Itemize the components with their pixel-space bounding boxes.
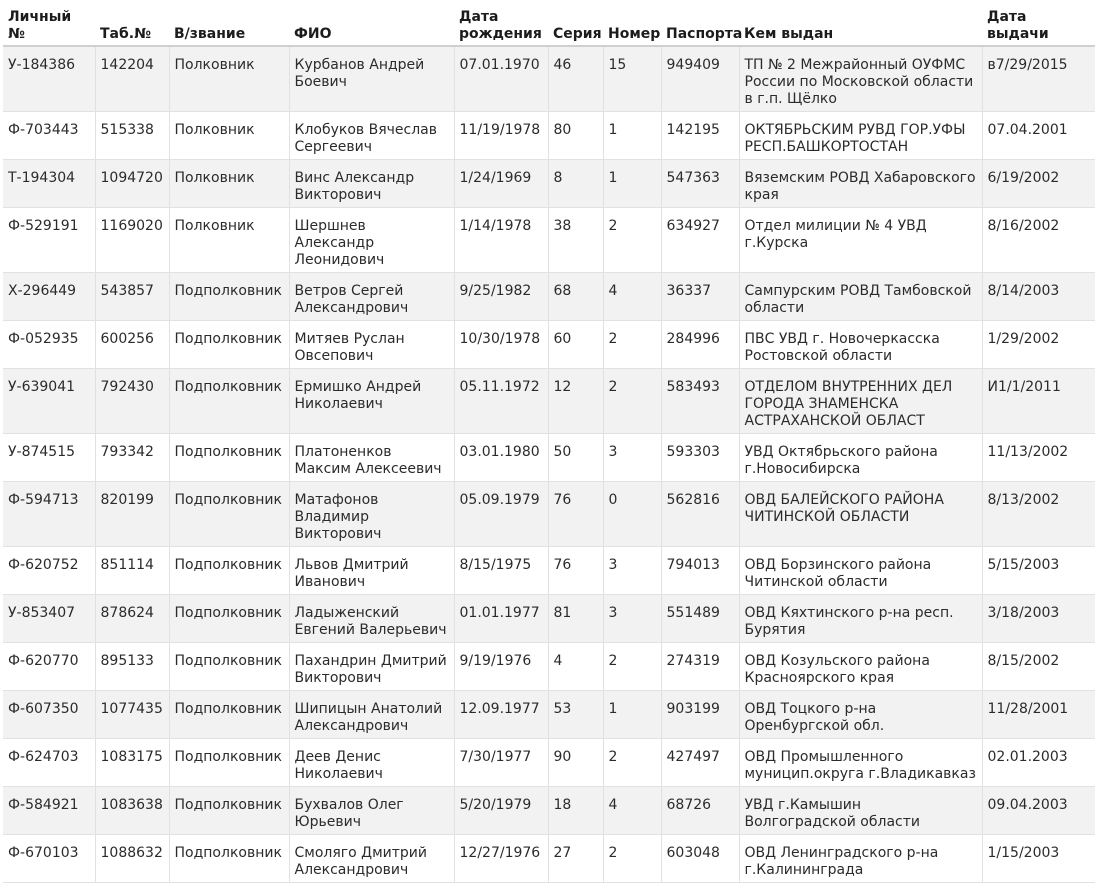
cell-issue-date: 1/15/2003 xyxy=(982,835,1095,883)
cell-full-name: Платоненков Максим Алексеевич xyxy=(289,434,454,482)
cell-birth-date: 8/15/1975 xyxy=(454,547,548,595)
cell-personal-number: Ф-607350 xyxy=(3,691,95,739)
cell-rank: Полковник xyxy=(169,46,289,112)
cell-rank: Подполковник xyxy=(169,739,289,787)
table-row xyxy=(3,112,1095,160)
cell-birth-date: 11/19/1978 xyxy=(454,112,548,160)
cell-issued-by: ОКТЯБРЬСКИМ РУВД ГОР.УФЫ РЕСП.БАШКОРТОСТАН xyxy=(739,112,982,160)
cell-issued-by: ОВД Тоцкого р-на Оренбургской обл. xyxy=(739,691,982,739)
cell-birth-date: 7/30/1977 xyxy=(454,739,548,787)
table-row xyxy=(3,321,1095,369)
cell-full-name: Клобуков Вячеслав Сергеевич xyxy=(289,112,454,160)
cell-passport: 583493 xyxy=(661,369,739,434)
cell-tab-number: 895133 xyxy=(95,643,169,691)
cell-tab-number: 1077435 xyxy=(95,691,169,739)
cell-rank: Подполковник xyxy=(169,321,289,369)
cell-birth-date: 1/24/1969 xyxy=(454,160,548,208)
cell-issue-date: 6/19/2002 xyxy=(982,160,1095,208)
table-row xyxy=(3,691,1095,739)
cell-birth-date: 5/20/1979 xyxy=(454,787,548,835)
cell-passport: 562816 xyxy=(661,482,739,547)
cell-passport: 68726 xyxy=(661,787,739,835)
cell-birth-date: 12.09.1977 xyxy=(454,691,548,739)
cell-personal-number: Ф-703443 xyxy=(3,112,95,160)
cell-issued-by: Сампурским РОВД Тамбовской области xyxy=(739,273,982,321)
column-header-rank: В/звание xyxy=(169,0,289,46)
cell-issue-date: 09.04.2003 xyxy=(982,787,1095,835)
cell-rank: Подполковник xyxy=(169,369,289,434)
cell-personal-number: У-874515 xyxy=(3,434,95,482)
cell-passport: 949409 xyxy=(661,46,739,112)
column-header-birth-date: Дата рождения xyxy=(454,0,548,46)
cell-rank: Подполковник xyxy=(169,643,289,691)
cell-issued-by: УВД Октябрьского района г.Новосибирска xyxy=(739,434,982,482)
table-row xyxy=(3,434,1095,482)
cell-passport-series: 53 xyxy=(548,691,603,739)
table-row xyxy=(3,739,1095,787)
cell-birth-date: 1/14/1978 xyxy=(454,208,548,273)
cell-tab-number: 1088632 xyxy=(95,835,169,883)
cell-issue-date: 07.04.2001 xyxy=(982,112,1095,160)
cell-issue-date: 8/14/2003 xyxy=(982,273,1095,321)
header-row xyxy=(3,0,1095,46)
cell-issued-by: ОВД Козульского района Красноярского края xyxy=(739,643,982,691)
cell-tab-number: 600256 xyxy=(95,321,169,369)
cell-tab-number: 1083175 xyxy=(95,739,169,787)
table-body xyxy=(3,46,1095,883)
cell-passport-number: 2 xyxy=(603,835,661,883)
cell-passport-series: 38 xyxy=(548,208,603,273)
cell-passport: 142195 xyxy=(661,112,739,160)
cell-passport-number: 1 xyxy=(603,691,661,739)
cell-passport-series: 68 xyxy=(548,273,603,321)
cell-issue-date: 8/15/2002 xyxy=(982,643,1095,691)
cell-passport-number: 4 xyxy=(603,273,661,321)
cell-rank: Полковник xyxy=(169,160,289,208)
cell-personal-number: Ф-529191 xyxy=(3,208,95,273)
cell-tab-number: 1169020 xyxy=(95,208,169,273)
cell-birth-date: 12/27/1976 xyxy=(454,835,548,883)
cell-full-name: Матафонов Владимир Викторович xyxy=(289,482,454,547)
cell-personal-number: У-639041 xyxy=(3,369,95,434)
cell-issued-by: Вяземским РОВД Хабаровского края xyxy=(739,160,982,208)
cell-issued-by: ОВД Кяхтинского р-на респ. Бурятия xyxy=(739,595,982,643)
cell-passport-number: 2 xyxy=(603,321,661,369)
cell-birth-date: 9/19/1976 xyxy=(454,643,548,691)
cell-issue-date: 02.01.2003 xyxy=(982,739,1095,787)
cell-passport: 634927 xyxy=(661,208,739,273)
cell-rank: Подполковник xyxy=(169,691,289,739)
cell-birth-date: 05.11.1972 xyxy=(454,369,548,434)
cell-passport-series: 81 xyxy=(548,595,603,643)
cell-passport-series: 76 xyxy=(548,482,603,547)
cell-tab-number: 543857 xyxy=(95,273,169,321)
cell-issue-date: 11/13/2002 xyxy=(982,434,1095,482)
cell-birth-date: 01.01.1977 xyxy=(454,595,548,643)
column-header-passport: Паспорта xyxy=(661,0,739,46)
cell-passport: 284996 xyxy=(661,321,739,369)
cell-issued-by: ТП № 2 Межрайонный ОУФМС России по Московской области в г.п. Щёлко xyxy=(739,46,982,112)
table-row xyxy=(3,482,1095,547)
cell-issue-date: 1/29/2002 xyxy=(982,321,1095,369)
cell-passport: 794013 xyxy=(661,547,739,595)
cell-passport-series: 80 xyxy=(548,112,603,160)
cell-personal-number: Ф-584921 xyxy=(3,787,95,835)
cell-full-name: Пахандрин Дмитрий Викторович xyxy=(289,643,454,691)
table-row xyxy=(3,46,1095,112)
cell-issue-date: в7/29/2015 xyxy=(982,46,1095,112)
column-header-passport-series: Серия xyxy=(548,0,603,46)
cell-birth-date: 03.01.1980 xyxy=(454,434,548,482)
table-row xyxy=(3,595,1095,643)
cell-passport: 603048 xyxy=(661,835,739,883)
cell-personal-number: У-184386 xyxy=(3,46,95,112)
cell-tab-number: 878624 xyxy=(95,595,169,643)
cell-passport-number: 3 xyxy=(603,595,661,643)
cell-tab-number: 792430 xyxy=(95,369,169,434)
cell-personal-number: Ф-594713 xyxy=(3,482,95,547)
table-row xyxy=(3,547,1095,595)
cell-passport-series: 18 xyxy=(548,787,603,835)
table-row xyxy=(3,160,1095,208)
cell-passport-number: 4 xyxy=(603,787,661,835)
cell-passport: 274319 xyxy=(661,643,739,691)
cell-tab-number: 515338 xyxy=(95,112,169,160)
cell-issue-date: 8/16/2002 xyxy=(982,208,1095,273)
cell-rank: Подполковник xyxy=(169,482,289,547)
column-header-tab-number: Таб.№ xyxy=(95,0,169,46)
cell-passport: 427497 xyxy=(661,739,739,787)
cell-tab-number: 793342 xyxy=(95,434,169,482)
cell-rank: Подполковник xyxy=(169,547,289,595)
cell-passport: 551489 xyxy=(661,595,739,643)
cell-rank: Подполковник xyxy=(169,434,289,482)
cell-issue-date: И1/1/2011 xyxy=(982,369,1095,434)
cell-passport-number: 0 xyxy=(603,482,661,547)
cell-rank: Полковник xyxy=(169,208,289,273)
cell-tab-number: 1094720 xyxy=(95,160,169,208)
cell-passport-number: 3 xyxy=(603,547,661,595)
cell-personal-number: Ф-670103 xyxy=(3,835,95,883)
cell-issued-by: ОВД Промышленного муницип.округа г.Владикавказ xyxy=(739,739,982,787)
cell-rank: Полковник xyxy=(169,112,289,160)
cell-full-name: Шипицын Анатолий Александрович xyxy=(289,691,454,739)
cell-rank: Подполковник xyxy=(169,595,289,643)
cell-passport-series: 60 xyxy=(548,321,603,369)
cell-tab-number: 1083638 xyxy=(95,787,169,835)
cell-passport-series: 8 xyxy=(548,160,603,208)
cell-passport: 903199 xyxy=(661,691,739,739)
cell-full-name: Ладыженский Евгений Валерьевич xyxy=(289,595,454,643)
cell-full-name: Львов Дмитрий Иванович xyxy=(289,547,454,595)
table-row xyxy=(3,208,1095,273)
cell-issue-date: 3/18/2003 xyxy=(982,595,1095,643)
cell-issued-by: ОВД БАЛЕЙСКОГО РАЙОНА ЧИТИНСКОЙ ОБЛАСТИ xyxy=(739,482,982,547)
cell-full-name: Ермишко Андрей Николаевич xyxy=(289,369,454,434)
cell-tab-number: 851114 xyxy=(95,547,169,595)
cell-full-name: Смоляго Дмитрий Александрович xyxy=(289,835,454,883)
column-header-issue-date: Дата выдачи xyxy=(982,0,1095,46)
cell-full-name: Митяев Руслан Овсепович xyxy=(289,321,454,369)
cell-passport-number: 1 xyxy=(603,160,661,208)
cell-passport-series: 46 xyxy=(548,46,603,112)
personnel-table xyxy=(3,0,1095,883)
cell-birth-date: 05.09.1979 xyxy=(454,482,548,547)
cell-tab-number: 820199 xyxy=(95,482,169,547)
cell-passport: 593303 xyxy=(661,434,739,482)
table-row xyxy=(3,369,1095,434)
column-header-personal-number: Личный № xyxy=(3,0,95,46)
table-row xyxy=(3,787,1095,835)
column-header-issued-by: Кем выдан xyxy=(739,0,982,46)
cell-tab-number: 142204 xyxy=(95,46,169,112)
cell-passport-number: 2 xyxy=(603,739,661,787)
cell-issue-date: 11/28/2001 xyxy=(982,691,1095,739)
cell-passport: 36337 xyxy=(661,273,739,321)
cell-issued-by: ОТДЕЛОМ ВНУТРЕННИХ ДЕЛ ГОРОДА ЗНАМЕНСКА АСТРАХАНСКОЙ ОБЛАСТ xyxy=(739,369,982,434)
cell-full-name: Шершнев Александр Леонидович xyxy=(289,208,454,273)
table-row xyxy=(3,835,1095,883)
cell-passport-number: 15 xyxy=(603,46,661,112)
table-header xyxy=(3,0,1095,46)
cell-issued-by: ПВС УВД г. Новочеркасска Ростовской области xyxy=(739,321,982,369)
cell-passport-series: 50 xyxy=(548,434,603,482)
cell-personal-number: Ф-052935 xyxy=(3,321,95,369)
cell-passport-number: 2 xyxy=(603,643,661,691)
cell-passport: 547363 xyxy=(661,160,739,208)
cell-personal-number: Ф-620752 xyxy=(3,547,95,595)
cell-issued-by: Отдел милиции № 4 УВД г.Курска xyxy=(739,208,982,273)
cell-passport-series: 4 xyxy=(548,643,603,691)
cell-issued-by: ОВД Борзинского района Читинской области xyxy=(739,547,982,595)
cell-full-name: Бухвалов Олег Юрьевич xyxy=(289,787,454,835)
table-row xyxy=(3,643,1095,691)
cell-passport-number: 1 xyxy=(603,112,661,160)
cell-passport-number: 2 xyxy=(603,208,661,273)
cell-issue-date: 5/15/2003 xyxy=(982,547,1095,595)
cell-issue-date: 8/13/2002 xyxy=(982,482,1095,547)
cell-birth-date: 10/30/1978 xyxy=(454,321,548,369)
cell-passport-series: 12 xyxy=(548,369,603,434)
table-row xyxy=(3,273,1095,321)
cell-personal-number: У-853407 xyxy=(3,595,95,643)
cell-full-name: Ветров Сергей Александрович xyxy=(289,273,454,321)
cell-issued-by: ОВД Ленинградского р-на г.Калининграда xyxy=(739,835,982,883)
cell-passport-number: 2 xyxy=(603,369,661,434)
cell-full-name: Курбанов Андрей Боевич xyxy=(289,46,454,112)
cell-issued-by: УВД г.Камышин Волгоградской области xyxy=(739,787,982,835)
cell-personal-number: Х-296449 xyxy=(3,273,95,321)
cell-rank: Подполковник xyxy=(169,787,289,835)
cell-personal-number: Т-194304 xyxy=(3,160,95,208)
cell-personal-number: Ф-624703 xyxy=(3,739,95,787)
cell-passport-series: 27 xyxy=(548,835,603,883)
cell-passport-series: 76 xyxy=(548,547,603,595)
cell-full-name: Деев Денис Николаевич xyxy=(289,739,454,787)
cell-passport-series: 90 xyxy=(548,739,603,787)
cell-birth-date: 9/25/1982 xyxy=(454,273,548,321)
cell-birth-date: 07.01.1970 xyxy=(454,46,548,112)
cell-full-name: Винс Александр Викторович xyxy=(289,160,454,208)
cell-passport-number: 3 xyxy=(603,434,661,482)
cell-rank: Подполковник xyxy=(169,835,289,883)
cell-rank: Подполковник xyxy=(169,273,289,321)
cell-personal-number: Ф-620770 xyxy=(3,643,95,691)
column-header-full-name: ФИО xyxy=(289,0,454,46)
column-header-passport-number: Номер xyxy=(603,0,661,46)
